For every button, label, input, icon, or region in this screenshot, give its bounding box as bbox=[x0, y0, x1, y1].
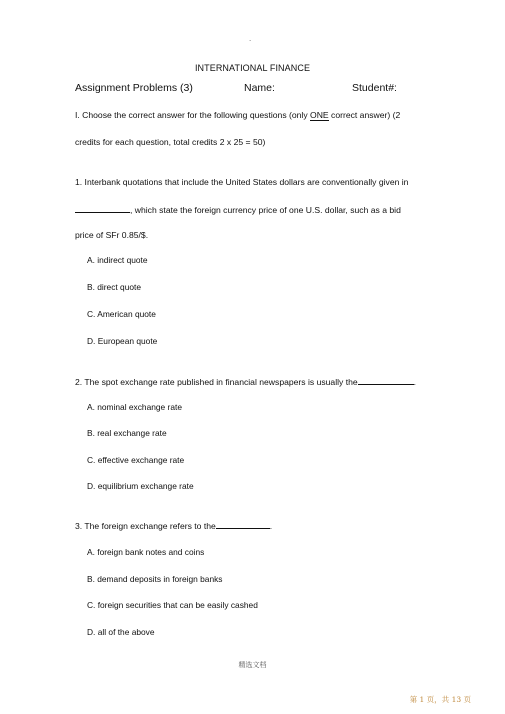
question-2-option-b: B. real exchange rate bbox=[87, 428, 167, 438]
name-label: Name: bbox=[244, 82, 275, 94]
question-2-stem bbox=[75, 376, 416, 387]
question-2-end: . bbox=[413, 377, 417, 387]
question-1-option-d: D. European quote bbox=[87, 336, 158, 346]
question-3-stem bbox=[75, 520, 272, 531]
question-2-text: 2. The spot exchange rate published in financial newspapers is usually the bbox=[75, 377, 358, 387]
question-2-option-a: A. nominal exchange rate bbox=[87, 402, 182, 412]
student-number-label: Student#: bbox=[352, 82, 397, 94]
answer-blank bbox=[358, 376, 417, 387]
instructions-line-2: credits for each question, total credits 2 x 25 = 50) bbox=[75, 137, 266, 147]
page-footer: 精选文档 bbox=[238, 661, 267, 669]
answer-blank bbox=[216, 520, 273, 531]
question-1-line-1: 1. Interbank quotations that include the United States dollars are conventionally given in bbox=[75, 177, 409, 187]
instructions-text-end: correct answer) (2 bbox=[328, 110, 401, 120]
document-title: INTERNATIONAL FINANCE bbox=[194, 63, 311, 73]
header-dot: . bbox=[249, 34, 252, 43]
question-1-line-3: price of SFr 0.85/$. bbox=[75, 230, 149, 240]
question-3-option-c: C. foreign securities that can be easily cashed bbox=[87, 600, 258, 610]
instructions-text: I. Choose the correct answer for the following questions (only bbox=[75, 110, 311, 120]
question-3-text: 3. The foreign exchange refers to the bbox=[75, 521, 216, 531]
question-1-line-2 bbox=[75, 204, 401, 215]
question-3-option-b: B. demand deposits in foreign banks bbox=[87, 574, 223, 584]
question-3-option-d: D. all of the above bbox=[87, 627, 155, 637]
question-2-option-d: D. equilibrium exchange rate bbox=[87, 481, 194, 491]
question-3-option-a: A. foreign bank notes and coins bbox=[87, 547, 205, 557]
answer-blank bbox=[75, 204, 130, 213]
question-1-option-b: B. direct quote bbox=[87, 282, 142, 292]
assignment-label: Assignment Problems (3) bbox=[75, 82, 193, 94]
instructions-line-1 bbox=[75, 110, 400, 120]
question-1-option-c: C. American quote bbox=[87, 309, 156, 319]
question-3-end: . bbox=[269, 521, 273, 531]
question-1-text: , which state the foreign currency price of one U.S. dollar, such as a bid bbox=[130, 205, 401, 215]
instructions-emphasis: ONE bbox=[310, 110, 329, 120]
page-number: 第 1 页，共 13 页 bbox=[409, 695, 471, 704]
question-2-option-c: C. effective exchange rate bbox=[87, 455, 185, 465]
question-1-option-a: A. indirect quote bbox=[87, 255, 148, 265]
